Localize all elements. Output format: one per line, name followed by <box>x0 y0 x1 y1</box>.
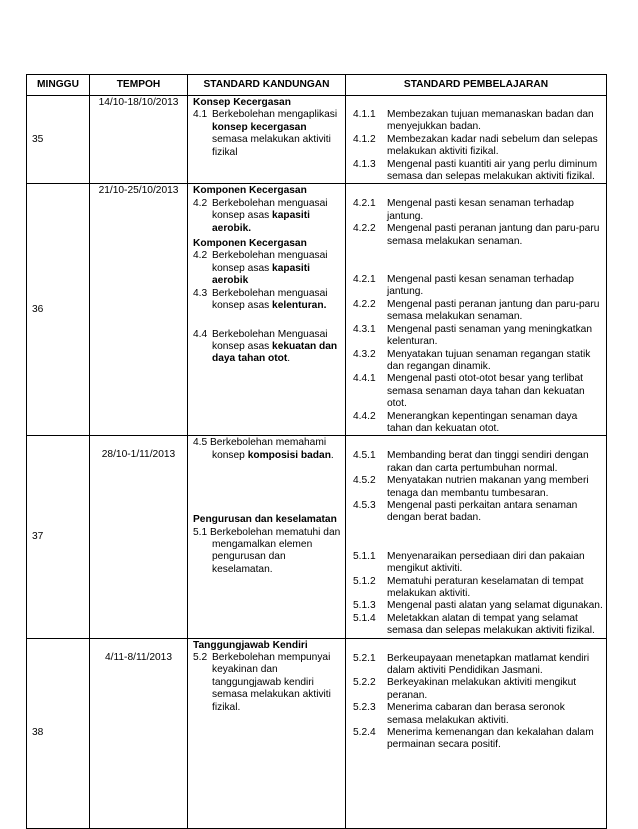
item-text: Membezakan tujuan memanaskan badan dan menyejukkan badan. <box>387 109 594 133</box>
kandungan-item <box>193 329 342 366</box>
pembelajaran-item <box>353 613 603 638</box>
item-text-after: . <box>330 449 334 461</box>
kandungan-title: Pengurusan dan keselamatan <box>193 514 337 526</box>
pembelajaran-item <box>353 373 603 410</box>
header-standard-kandungan: STANDARD KANDUNGAN <box>188 75 346 96</box>
item-number: 4.1.2 <box>353 133 376 145</box>
pembelajaran-item <box>353 653 603 678</box>
pembelajaran-item <box>353 677 603 702</box>
item-bold-text: kelenturan. <box>272 300 327 312</box>
item-text: Meletakkan alatan di tempat yang selamat semasa dan selepas melakukan aktiviti fizikal. <box>387 612 595 637</box>
item-text: Mengenal pasti peranan jantung dan paru-paru semasa melakukan senaman. <box>387 298 600 323</box>
tempoh-cell: 14/10-18/10/2013 <box>90 96 188 184</box>
item-bold-text: kapasiti aerobik <box>212 262 310 287</box>
item-text: Mengenal pasti perkaitan antara senaman dengan berat badan. <box>387 499 578 524</box>
item-number: 5.2.4 <box>353 727 376 739</box>
pembelajaran-item <box>353 159 603 184</box>
item-number: 4.4 <box>193 328 208 340</box>
pembelajaran-item <box>353 702 603 727</box>
item-text: Mengenal pasti senaman yang meningkatkan kelenturan. <box>387 323 593 348</box>
kandungan-item <box>193 527 342 577</box>
item-number: 4.2.1 <box>353 274 376 286</box>
kandungan-title: Komponen Kecergasan <box>193 238 307 250</box>
tempoh-cell: 21/10-25/10/2013 <box>90 184 188 436</box>
kandungan-item <box>193 288 342 313</box>
pembelajaran-item <box>353 223 603 248</box>
item-text: Berkebolehan mempunyai keyakinan dan tanggungjawab kendiri semasa melakukan aktiviti fizikal. <box>212 652 331 713</box>
kandungan-cell <box>188 184 346 436</box>
tempoh-cell: 28/10-1/11/2013 <box>90 436 188 638</box>
item-number: 5.1 <box>193 526 208 538</box>
item-number: 4.4.1 <box>353 373 376 385</box>
item-bold-text: komposisi badan <box>247 449 331 461</box>
minggu-cell: 36 <box>27 184 90 436</box>
item-number: 5.1.1 <box>353 550 376 562</box>
item-text: Berkebolehan menguasai konsep asas <box>212 250 328 274</box>
pembelajaran-cell <box>346 436 607 638</box>
item-text: Berkeupayaan menetapkan matlamat kendiri dalam aktiviti Pendidikan Jasmani. <box>387 652 590 677</box>
item-text: Menerangkan kepentingan senaman daya tahan dan kekuatan otot. <box>387 410 578 434</box>
item-text: Berkebolehan mematuhi dan mengamalkan elemen pengurusan dan keselamatan. <box>210 526 341 575</box>
kandungan-item <box>193 109 342 159</box>
item-text: Mengenal pasti alatan yang selamat digunakan. <box>387 600 603 612</box>
item-text: Mengenal pasti kesan senaman terhadap jantung. <box>387 198 574 222</box>
item-number: 4.5.1 <box>353 450 376 462</box>
header-standard-pembelajaran: STANDARD PEMBELAJARAN <box>346 75 607 96</box>
kandungan-title: Tanggungjawab Kendiri <box>193 639 308 651</box>
item-text: Menerima kemenangan dan kekalahan dalam permainan secara positif. <box>387 727 594 751</box>
item-text: Berkebolehan menguasai konsep asas <box>212 287 328 312</box>
table-row <box>27 96 607 184</box>
pembelajaran-cell <box>346 638 607 828</box>
item-text: Mengenal pasti kuantiti air yang perlu diminum semasa dan selepas melakukan aktiviti fizikal. <box>387 158 598 183</box>
item-text: Menerima cabaran dan berasa seronok semasa melakukan aktiviti. <box>387 702 565 726</box>
kandungan-item <box>193 437 342 462</box>
minggu-cell: 38 <box>27 638 90 828</box>
minggu-cell: 35 <box>27 96 90 184</box>
item-number: 4.5.2 <box>353 475 376 487</box>
item-number: 5.2.1 <box>353 652 376 664</box>
item-number: 4.2 <box>193 197 208 209</box>
pembelajaran-item <box>353 727 603 752</box>
item-bold-text: kapasiti aerobik. <box>212 210 310 234</box>
item-number: 5.2.2 <box>353 677 376 689</box>
header-minggu: MINGGU <box>27 75 90 96</box>
item-text: Berkebolehan memahami konsep <box>210 437 327 461</box>
item-text: Menyatakan tujuan senaman regangan statik dan regangan dinamik. <box>387 348 591 372</box>
item-text: Mengenal pasti otot-otot besar yang terlibat semasa senaman daya tahan dan kekuatan otot. <box>387 373 585 410</box>
pembelajaran-item <box>353 274 603 299</box>
item-text: Mematuhi peraturan keselamatan di tempat melakukan aktiviti. <box>387 575 584 599</box>
pembelajaran-item <box>353 576 603 601</box>
item-text: Berkebolehan mengaplikasi <box>212 109 338 121</box>
item-text: Menyenaraikan persediaan diri dan pakaian mengikut aktiviti. <box>387 550 585 575</box>
table-row <box>27 436 607 638</box>
pembelajaran-item <box>353 134 603 159</box>
item-number: 5.2 <box>193 652 208 664</box>
item-number: 5.1.2 <box>353 575 376 587</box>
item-number: 4.5 <box>193 437 208 449</box>
item-number: 4.1.3 <box>353 158 376 170</box>
pembelajaran-item <box>353 349 603 374</box>
pembelajaran-item <box>353 475 603 500</box>
item-number: 4.3.2 <box>353 348 376 360</box>
pembelajaran-item <box>353 109 603 134</box>
item-text: Membezakan kadar nadi sebelum dan selepas melakukan aktiviti fizikal. <box>387 133 598 158</box>
pembelajaran-cell <box>346 96 607 184</box>
item-text: Berkebolehan menguasai konsep asas <box>212 197 328 222</box>
item-number: 4.1 <box>193 109 208 121</box>
item-bold-text: konsep kecergasan <box>212 121 307 133</box>
pembelajaran-item <box>353 551 603 576</box>
table-row <box>27 184 607 436</box>
pembelajaran-item <box>353 411 603 436</box>
kandungan-cell <box>188 96 346 184</box>
item-number: 4.1.1 <box>353 109 376 120</box>
header-row <box>27 75 607 96</box>
item-number: 4.2.1 <box>353 198 376 210</box>
item-text: Menyatakan nutrien makanan yang memberi tenaga dan membantu tumbesaran. <box>387 475 589 499</box>
item-text: Mengenal pasti kesan senaman terhadap jantung. <box>387 274 574 298</box>
item-number: 5.1.3 <box>353 600 376 612</box>
item-number: 4.3 <box>193 287 208 299</box>
kandungan-item <box>193 652 342 714</box>
item-text: Berkeyakinan melakukan aktiviti mengikut peranan. <box>387 677 577 701</box>
item-number: 4.5.3 <box>353 499 376 511</box>
table-row <box>27 638 607 828</box>
item-number: 4.2.2 <box>353 223 376 235</box>
pembelajaran-item <box>353 198 603 223</box>
kandungan-cell <box>188 436 346 638</box>
item-text: Mengenal pasti peranan jantung dan paru-paru semasa melakukan senaman. <box>387 223 600 247</box>
minggu-cell: 37 <box>27 436 90 638</box>
item-number: 5.2.3 <box>353 702 376 714</box>
item-bold-text: kekuatan dan daya tahan otot <box>212 340 338 365</box>
kandungan-item <box>193 198 342 235</box>
tempoh-cell: 4/11-8/11/2013 <box>90 638 188 828</box>
item-number: 5.1.4 <box>353 612 376 624</box>
item-number: 4.4.2 <box>353 410 376 422</box>
item-number: 4.3.1 <box>353 323 376 335</box>
item-number: 4.2.2 <box>353 298 376 310</box>
item-number: 4.2 <box>193 250 208 262</box>
header-tempoh: TEMPOH <box>90 75 188 96</box>
kandungan-cell <box>188 638 346 828</box>
item-text-after: . <box>287 353 291 365</box>
kandungan-item <box>193 250 342 287</box>
item-text-after: semasa melakukan aktiviti fizikal <box>212 134 331 158</box>
pembelajaran-cell <box>346 184 607 436</box>
pembelajaran-item <box>353 299 603 324</box>
pembelajaran-item <box>353 600 603 612</box>
pembelajaran-item <box>353 324 603 349</box>
kandungan-title: Konsep Kecergasan <box>193 97 291 108</box>
kandungan-title: Komponen Kecergasan <box>193 185 307 197</box>
rpt-table <box>26 74 607 829</box>
pembelajaran-item <box>353 500 603 525</box>
item-text: Berkebolehan Menguasai konsep asas <box>212 328 328 352</box>
item-text: Membanding berat dan tinggi sendiri dengan rakan dan carta pertumbuhan normal. <box>387 450 589 474</box>
pembelajaran-item <box>353 450 603 475</box>
